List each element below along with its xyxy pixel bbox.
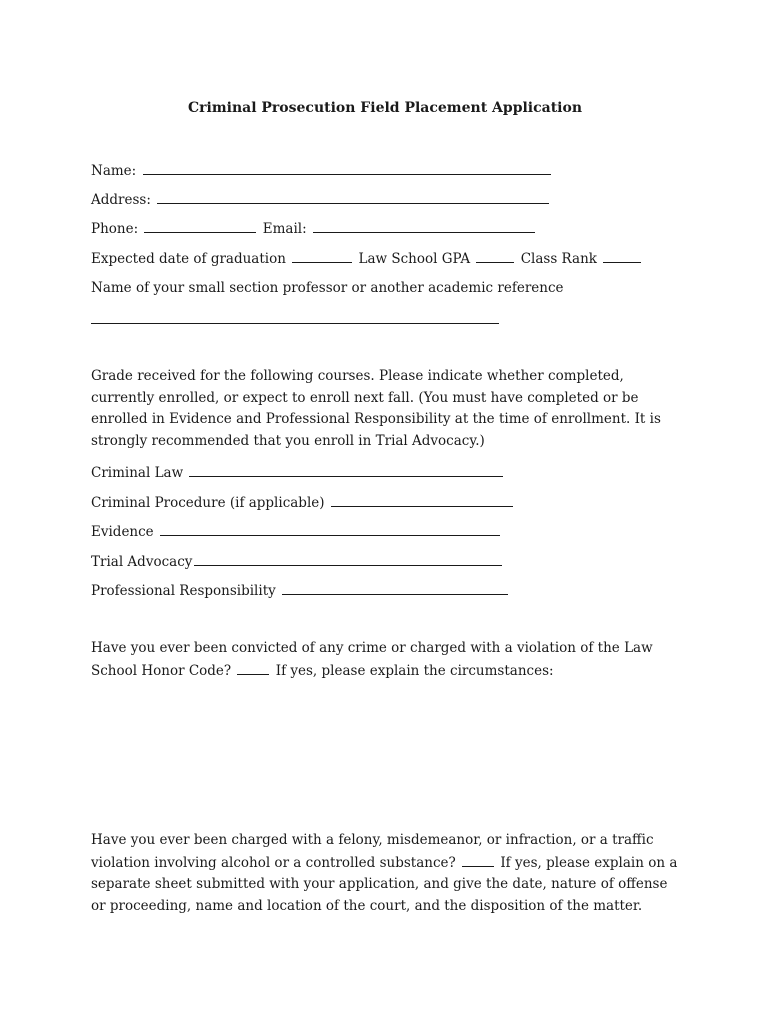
courses-instructions: Grade received for the following courses. Please indicate whether completed, currently enrolled, or expect to enroll next fall. (You must have completed or be enrolled in Evidence and Professional Responsibility at the time of enrollment. It is strongly recommended that you enroll in Trial Advocacy.)	[91, 368, 661, 449]
criminal-law-field[interactable]	[189, 462, 503, 477]
gpa-label: Law School GPA	[358, 251, 471, 267]
criminal-law-row	[91, 462, 505, 482]
professional-responsibility-field[interactable]	[282, 580, 508, 595]
honor-code-followup-text: If yes, please explain the circumstances:	[275, 662, 554, 679]
address-field[interactable]	[157, 189, 549, 204]
evidence-label: Evidence	[91, 524, 154, 540]
criminal-law-label: Criminal Law	[91, 465, 184, 481]
phone-label: Phone:	[91, 221, 139, 237]
honor-code-question-text: Have you ever been convicted of any crime or charged with a violation of the Law School Honor Code?	[91, 640, 653, 679]
criminal-procedure-label: Criminal Procedure (if applicable)	[91, 495, 325, 511]
felony-followup-text: If yes, please explain on a separate sheet submitted with your application, and give the date, nature of offense or proceeding, name and location of the court, and the disposition of the matter.	[91, 854, 678, 914]
evidence-field[interactable]	[160, 521, 500, 536]
graduation-gpa-rank-row	[91, 248, 643, 268]
reference-field[interactable]	[91, 323, 499, 324]
felony-question-text: Have you ever been charged with a felony, misdemeanor, or infraction, or a traffic violation involving alcohol or a controlled substance?	[91, 832, 654, 871]
phone-email-row	[91, 218, 537, 238]
trial-advocacy-row	[91, 551, 504, 571]
honor-code-question	[91, 638, 681, 682]
form-title: Criminal Prosecution Field Placement Application	[187, 100, 583, 116]
name-label: Name:	[91, 163, 137, 179]
rank-field[interactable]	[603, 248, 641, 263]
graduation-label: Expected date of graduation	[91, 251, 286, 267]
email-label: Email:	[262, 221, 307, 237]
address-row	[91, 189, 551, 209]
criminal-procedure-row	[91, 492, 515, 512]
evidence-row	[91, 521, 502, 541]
criminal-procedure-field[interactable]	[331, 492, 513, 507]
felony-answer-field[interactable]	[462, 852, 494, 867]
trial-advocacy-label: Trial Advocacy	[91, 554, 193, 570]
rank-label: Class Rank	[520, 251, 597, 267]
trial-advocacy-field[interactable]	[194, 551, 502, 566]
graduation-field[interactable]	[292, 248, 352, 263]
professional-responsibility-label: Professional Responsibility	[91, 583, 276, 599]
name-field[interactable]	[143, 160, 551, 175]
phone-field[interactable]	[144, 218, 256, 233]
name-row	[91, 160, 553, 180]
professional-responsibility-row	[91, 580, 510, 600]
felony-question	[91, 830, 681, 917]
honor-code-answer-field[interactable]	[237, 660, 269, 675]
email-field[interactable]	[313, 218, 535, 233]
reference-label: Name of your small section professor or another academic reference	[91, 280, 564, 296]
reference-row	[91, 278, 564, 298]
address-label: Address:	[91, 192, 151, 208]
gpa-field[interactable]	[476, 248, 514, 263]
